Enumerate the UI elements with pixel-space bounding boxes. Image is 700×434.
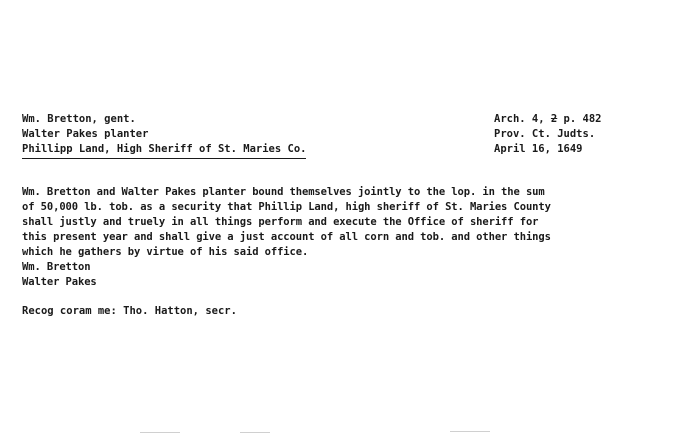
recognizance-line: Recog coram me: Tho. Hatton, secr.	[22, 305, 237, 317]
signature-pakes: Walter Pakes	[22, 276, 97, 288]
body-line: which he gathers by virtue of his said office.	[22, 246, 309, 258]
court-reference: Prov. Ct. Judts.	[494, 128, 596, 140]
scan-artifact	[240, 432, 270, 433]
body-line: shall justly and truely in all things perform and execute the Office of sheriff for	[22, 216, 539, 228]
scan-artifact	[140, 432, 180, 433]
party-bretton: Wm. Bretton, gent.	[22, 113, 136, 125]
signature-bretton: Wm. Bretton	[22, 261, 91, 273]
body-line: of 50,000 lb. tob. as a security that Phillip Land, high sheriff of St. Maries County	[22, 201, 551, 213]
scan-artifact	[450, 431, 490, 432]
party-land: Phillipp Land, High Sheriff of St. Maries Co.	[22, 142, 306, 159]
party-pakes: Walter Pakes planter	[22, 128, 149, 140]
body-line: this present year and shall give a just account of all corn and tob. and other things	[22, 231, 551, 243]
record-date: April 16, 1649	[494, 143, 583, 155]
body-line: Wm. Bretton and Walter Pakes planter bound themselves jointly to the lop. in the sum	[22, 186, 545, 198]
archive-suffix: p. 482	[557, 113, 602, 125]
archive-prefix: Arch. 4,	[494, 113, 551, 125]
archive-struck: 2	[550, 113, 558, 125]
archive-reference	[494, 112, 602, 127]
